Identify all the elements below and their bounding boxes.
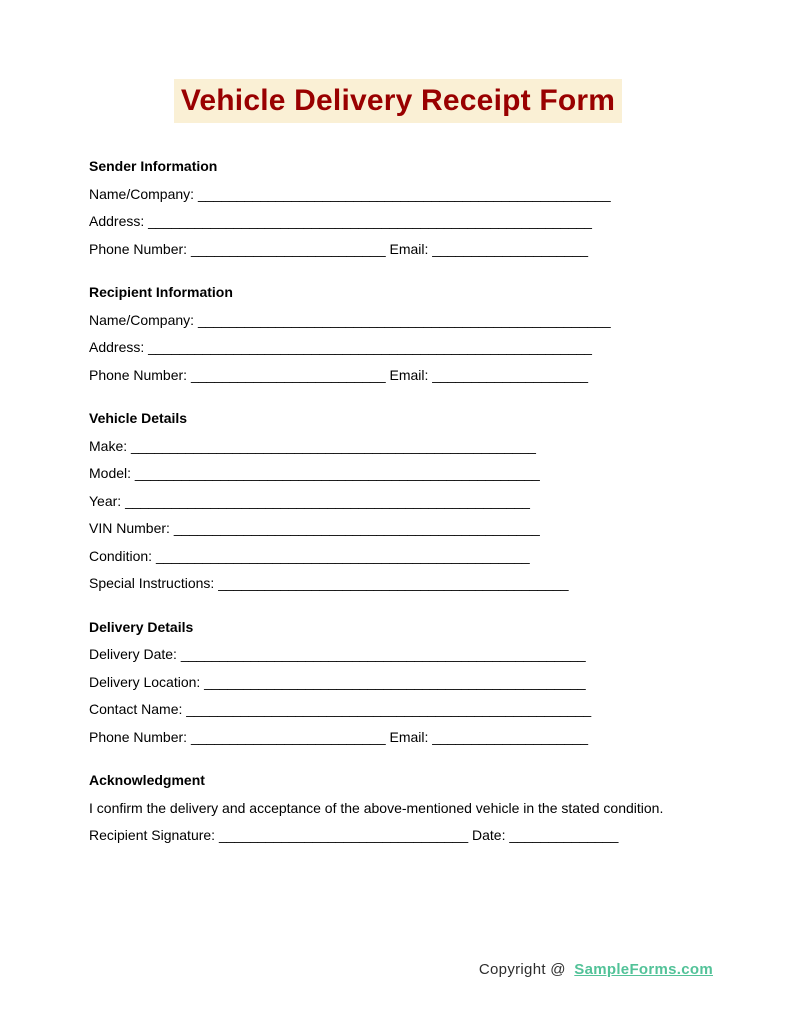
- field-label: Model:: [89, 465, 132, 481]
- section-heading-sender-information: Sender Information: [89, 158, 218, 174]
- section-heading-vehicle-details: Vehicle Details: [89, 410, 188, 426]
- blank-line: ____________________________________________________: [186, 701, 592, 717]
- form-field-row: [89, 362, 703, 390]
- form-field-row: [89, 515, 703, 543]
- section-acknowledgment: [89, 767, 703, 850]
- form-field-row: [89, 696, 703, 724]
- field-label: Condition:: [89, 547, 153, 564]
- blank-line: _______________________________________________: [173, 520, 540, 536]
- blank-line: _________________________________________________________: [148, 339, 592, 355]
- form-field-row: [89, 208, 703, 236]
- section-sender-information: [89, 153, 703, 263]
- field-label: Delivery Date:: [89, 646, 177, 662]
- field-label: Make:: [89, 437, 128, 454]
- acknowledgment-statement: I confirm the delivery and acceptance of the above-mentioned vehicle in the stated condition.: [89, 799, 664, 816]
- blank-line: _________________________: [190, 366, 386, 383]
- blank-line: _________________________________________________________: [148, 213, 592, 229]
- form-field-row: [89, 307, 703, 335]
- blank-line: _____________________________________________: [218, 575, 569, 591]
- section-heading-acknowledgment: Acknowledgment: [89, 772, 205, 788]
- field-label: Email:: [389, 728, 429, 745]
- field-label: Name/Company:: [89, 185, 195, 202]
- blank-line: ______________: [509, 827, 619, 843]
- blank-line: _________________________: [190, 728, 386, 745]
- blank-line: _________________________________________________: [204, 673, 586, 690]
- blank-line: ________________________________________________: [155, 547, 530, 564]
- section-heading-delivery-details: Delivery Details: [89, 618, 194, 635]
- copyright-text: Copyright @: [478, 961, 566, 978]
- form-body: [89, 153, 703, 850]
- blank-line: ____________________: [432, 728, 589, 745]
- form-field-row: [89, 724, 703, 752]
- form-field-row: [89, 641, 703, 669]
- section-delivery-details: [89, 614, 703, 752]
- form-title: Vehicle Delivery Receipt Form: [174, 79, 622, 123]
- field-label: Date:: [472, 827, 506, 843]
- blank-line: ________________________________: [218, 827, 469, 843]
- blank-line: ____________________________________________________: [125, 492, 530, 509]
- form-field-row: [89, 460, 703, 488]
- field-label: Year:: [89, 492, 122, 509]
- field-label: Phone Number:: [89, 240, 188, 257]
- blank-line: ____________________________________________________: [134, 465, 540, 481]
- form-field-row: [89, 570, 703, 598]
- blank-line: ____________________________________________________: [180, 646, 586, 662]
- field-label: Name/Company:: [89, 311, 195, 328]
- field-label: Address:: [89, 339, 145, 355]
- footer-link[interactable]: SampleForms.com: [574, 961, 713, 978]
- form-field-row: [89, 543, 703, 571]
- form-field-row: [89, 433, 703, 461]
- section-heading-recipient-information: Recipient Information: [89, 284, 233, 300]
- field-label: VIN Number:: [89, 520, 170, 536]
- field-label: Address:: [89, 213, 145, 229]
- blank-line: ____________________________________________________: [131, 437, 536, 454]
- form-field-row: [89, 488, 703, 516]
- field-label: Delivery Location:: [89, 673, 201, 690]
- form-field-row: [89, 181, 703, 209]
- field-label: Email:: [389, 366, 429, 383]
- field-label: Recipient Signature:: [89, 827, 216, 843]
- field-label: Phone Number:: [89, 728, 188, 745]
- form-field-row: [89, 334, 703, 362]
- footer: [479, 961, 713, 978]
- field-label: Email:: [389, 240, 429, 257]
- blank-line: _____________________________________________________: [197, 311, 611, 328]
- form-field-row: [89, 822, 703, 850]
- blank-line: ____________________: [432, 366, 589, 383]
- form-field-row: [89, 236, 703, 264]
- form-field-row: [89, 669, 703, 697]
- field-label: Contact Name:: [89, 701, 183, 717]
- field-label: Phone Number:: [89, 366, 188, 383]
- blank-line: _________________________: [190, 240, 386, 257]
- section-recipient-information: [89, 279, 703, 389]
- blank-line: _____________________________________________________: [197, 185, 611, 202]
- section-vehicle-details: [89, 405, 703, 598]
- blank-line: ____________________: [432, 240, 589, 257]
- title-row: [0, 0, 796, 123]
- field-label: Special Instructions:: [89, 575, 215, 591]
